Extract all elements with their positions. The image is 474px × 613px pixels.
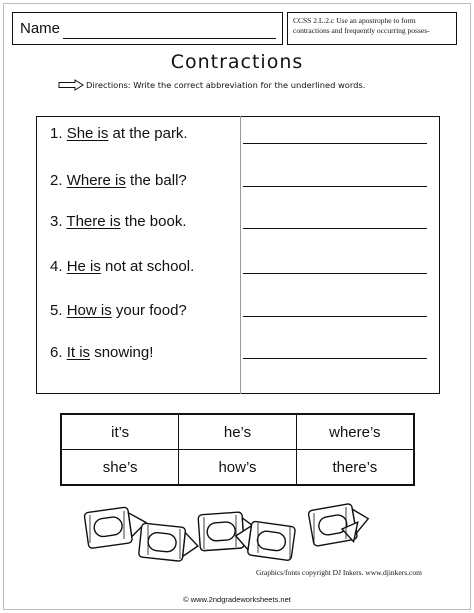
- question-underlined: Where is: [66, 172, 126, 189]
- question-number: 6.: [50, 344, 63, 361]
- footer-url: © www.2ndgradeworksheets.net: [183, 595, 291, 604]
- word-bank-cell: there’s: [296, 450, 413, 485]
- ccss-standard-box: [287, 12, 457, 45]
- question-number: 1.: [50, 125, 63, 142]
- question-rest: snowing!: [90, 344, 154, 361]
- question-5: [50, 302, 187, 319]
- word-bank-cell: how’s: [179, 450, 296, 485]
- question-underlined: It is: [66, 344, 91, 361]
- answer-line-6[interactable]: [243, 358, 427, 359]
- question-3: [50, 213, 187, 230]
- question-underlined: How is: [66, 302, 112, 319]
- name-field[interactable]: [63, 38, 276, 39]
- answer-line-3[interactable]: [243, 228, 427, 229]
- question-6: [50, 344, 153, 361]
- question-number: 5.: [50, 302, 63, 319]
- word-bank: [60, 413, 415, 486]
- word-bank-cell: where’s: [296, 415, 413, 450]
- name-label: Name: [20, 20, 61, 37]
- question-2: [50, 172, 187, 189]
- word-bank-cell: she’s: [62, 450, 179, 485]
- question-rest: at the park.: [108, 125, 188, 142]
- question-number: 4.: [50, 258, 63, 275]
- question-rest: the book.: [120, 213, 187, 230]
- answer-line-2[interactable]: [243, 186, 427, 187]
- answer-line-1[interactable]: [243, 143, 427, 144]
- answer-line-5[interactable]: [243, 316, 427, 317]
- question-underlined: There is: [66, 213, 121, 230]
- questions-divider: [240, 116, 241, 394]
- question-rest: your food?: [111, 302, 187, 319]
- question-number: 3.: [50, 213, 63, 230]
- crayons-illustration: [76, 493, 396, 569]
- answer-line-4[interactable]: [243, 273, 427, 274]
- word-bank-cell: it’s: [62, 415, 179, 450]
- question-number: 2.: [50, 172, 63, 189]
- page-title: Contractions: [170, 51, 304, 73]
- copyright-text: Graphics/fonts copyright DJ Inkers. www.djinkers.com: [256, 568, 422, 577]
- question-1: [50, 125, 188, 142]
- question-underlined: He is: [66, 258, 101, 275]
- ccss-line-1: CCSS 2.L.2.c Use an apostrophe to form: [293, 16, 416, 25]
- question-rest: not at school.: [100, 258, 195, 275]
- question-rest: the ball?: [125, 172, 187, 189]
- word-bank-cell: he’s: [179, 415, 296, 450]
- question-underlined: She is: [66, 125, 109, 142]
- question-4: [50, 258, 194, 275]
- ccss-line-2: contractions and frequently occurring posses-: [293, 26, 430, 35]
- directions-text: Directions: Write the correct abbreviation for the underlined words.: [86, 80, 366, 90]
- arrow-right-icon: [58, 79, 84, 91]
